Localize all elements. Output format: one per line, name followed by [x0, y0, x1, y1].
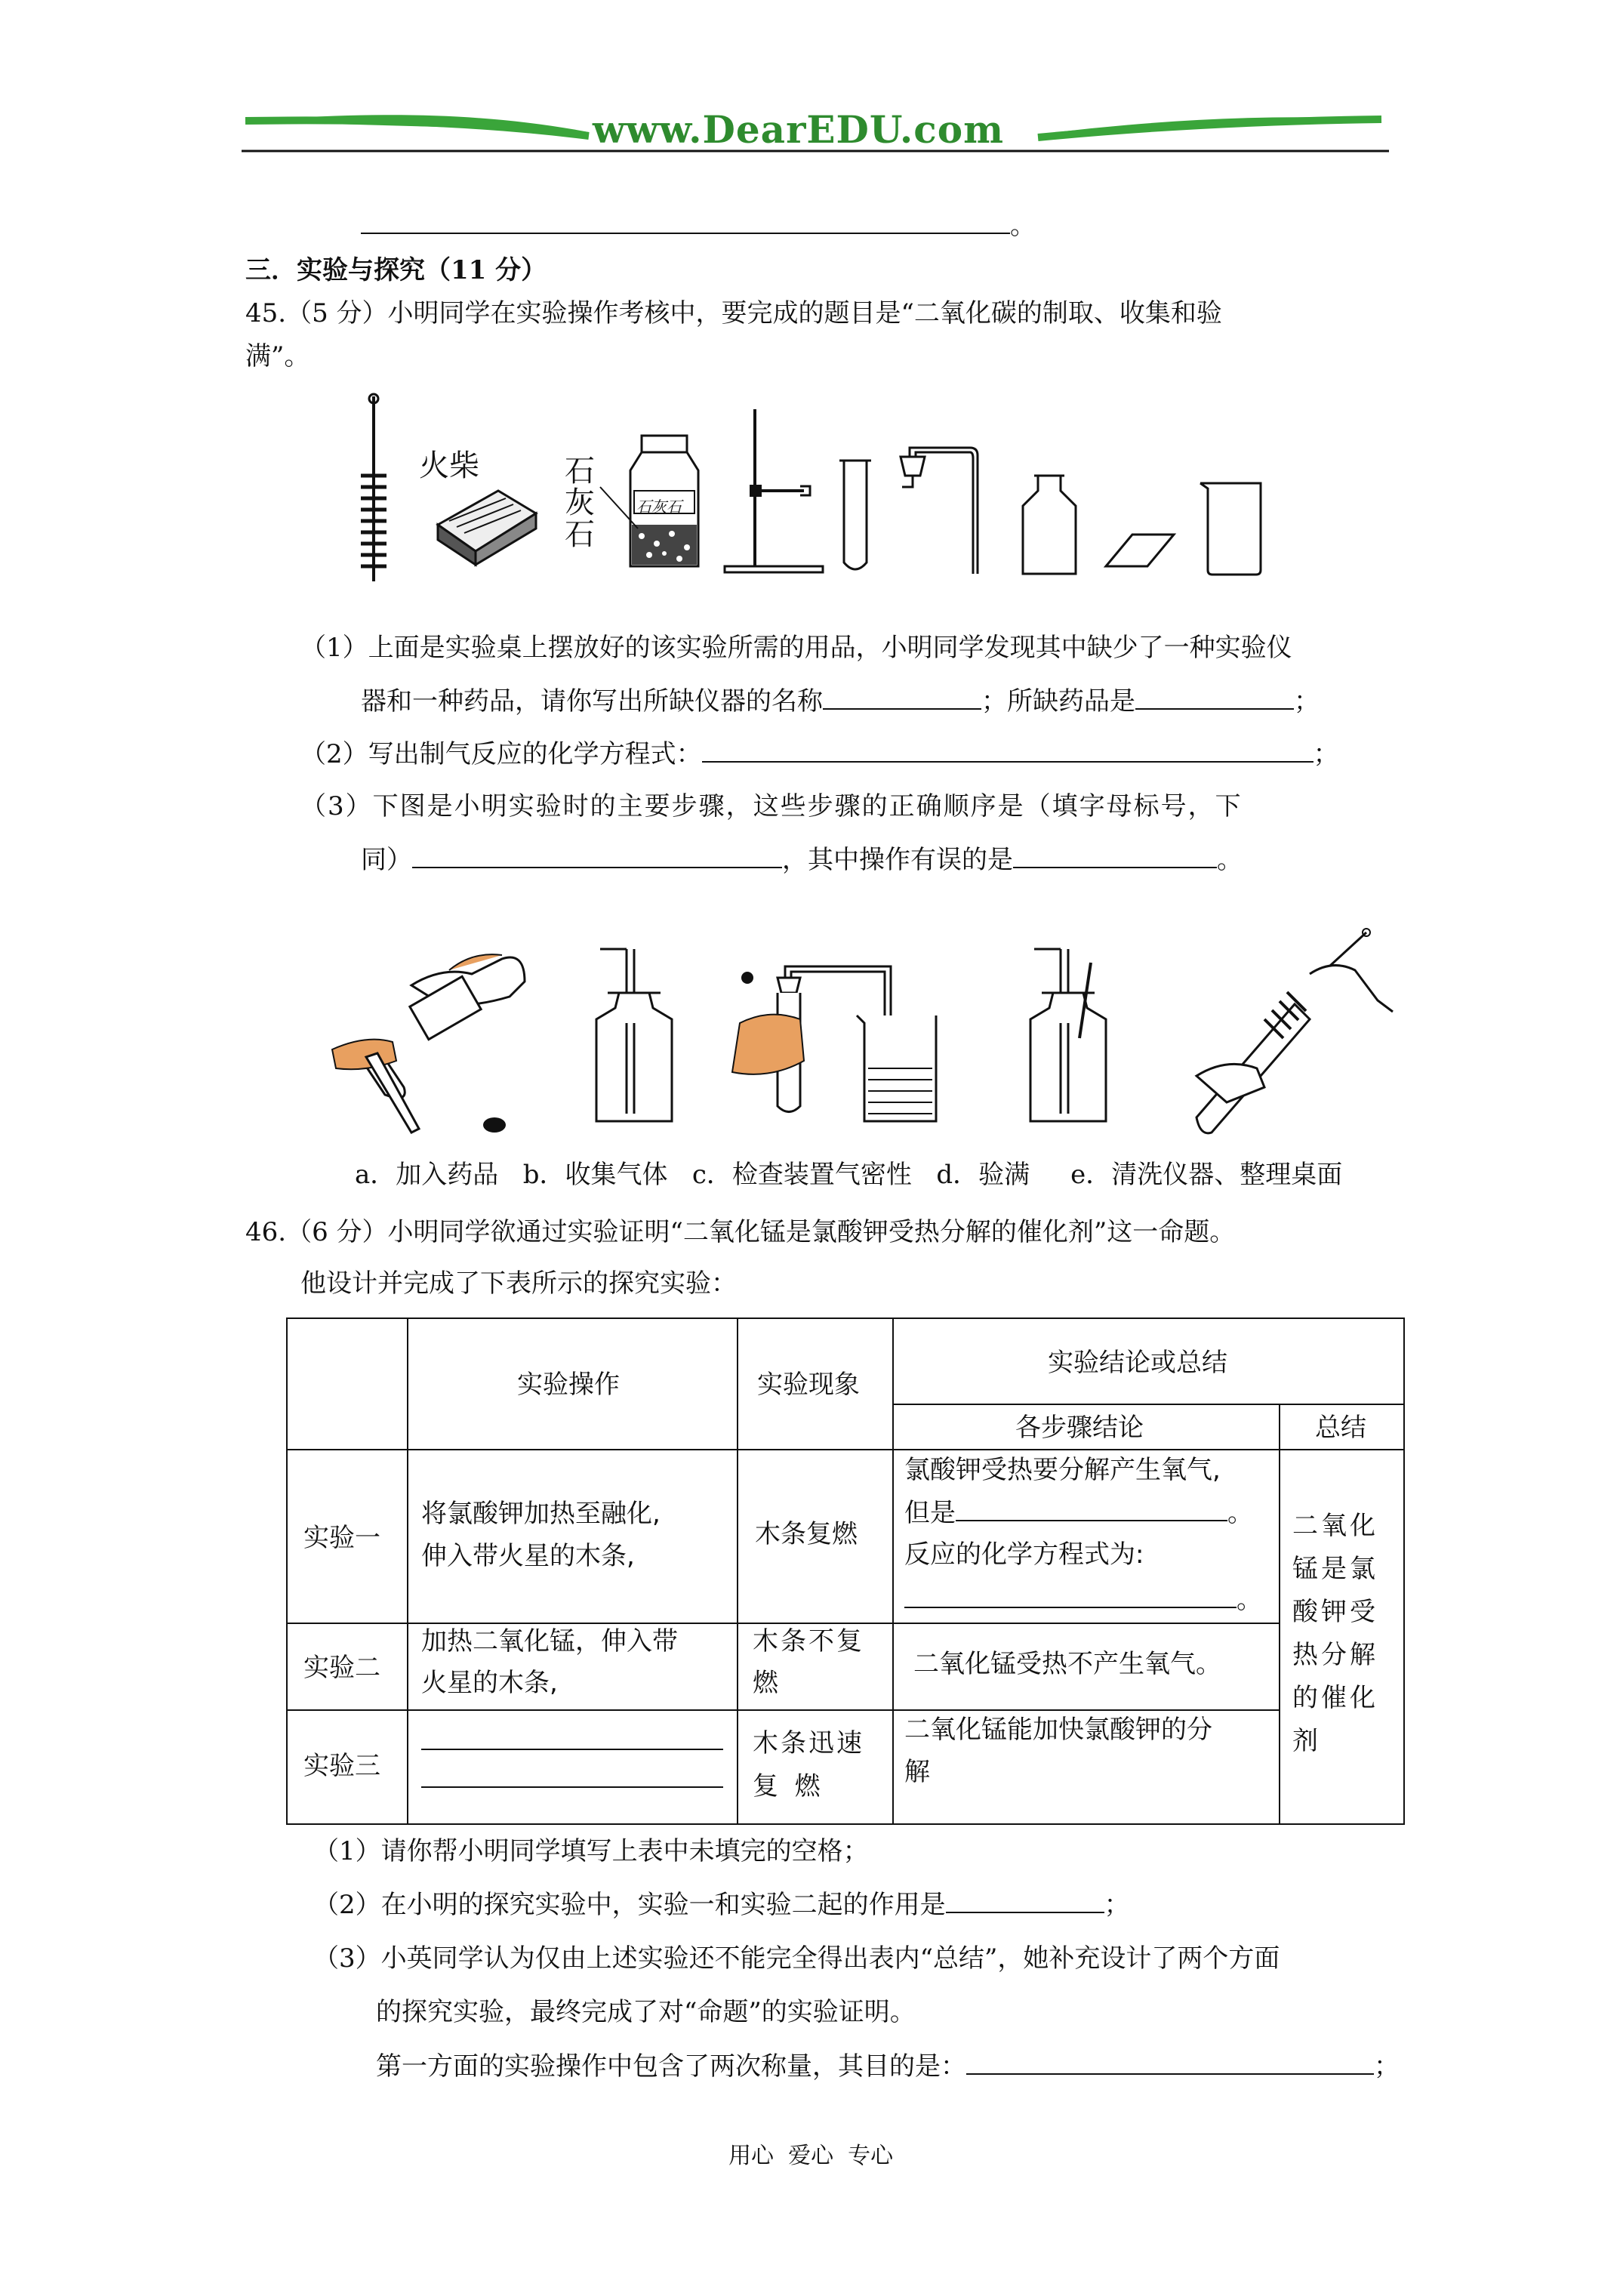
- header-operation: 实验操作: [517, 1370, 620, 1400]
- row1-op-line2: 伸入带火星的木条,: [421, 1541, 635, 1571]
- q46-part3-line2: 的探究实验，最终完成了对“命题”的实验证明。: [376, 1997, 916, 2027]
- q45-stem-line1: 45.（5 分）小明同学在实验操作考核中，要完成的题目是“二氧化碳的制取、收集和验: [245, 298, 1222, 328]
- row2-op-line2: 火星的木条,: [421, 1668, 558, 1698]
- q46-part3-line3: 第一方面的实验操作中包含了两次称量，其目的是： ；: [376, 2051, 1400, 2082]
- summary-line6: 剂: [1292, 1726, 1318, 1756]
- jar-label: 石灰石: [636, 498, 682, 516]
- row1-op-line1: 将氯酸钾加热至融化,: [421, 1499, 661, 1529]
- summary-line4: 热分解: [1292, 1640, 1378, 1670]
- section-title: 三．实验与探究（11 分）: [245, 255, 547, 285]
- row2-conclusion: 二氧化锰受热不产生氧气。: [913, 1649, 1221, 1679]
- row3-phenomenon-line2: 复 燃: [753, 1771, 821, 1801]
- summary-line1: 二氧化: [1292, 1511, 1378, 1541]
- limestone-label-3: 石: [565, 517, 595, 552]
- row2-op-line1: 加热二氧化锰，伸入带: [421, 1626, 678, 1657]
- summary-line5: 的催化: [1292, 1683, 1378, 1713]
- row1-but-blank[interactable]: [956, 1499, 1227, 1521]
- header-summary: 总结: [1315, 1413, 1366, 1443]
- row1-conclusion-line4: 。: [904, 1578, 1262, 1622]
- row2-phenomenon-line2: 燃: [753, 1668, 778, 1698]
- row3-name: 实验三: [303, 1751, 380, 1781]
- q46-stem-line2: 他设计并完成了下表所示的探究实验：: [300, 1268, 737, 1299]
- row1-phenomenon: 木条复燃: [755, 1519, 858, 1549]
- row2-name: 实验二: [303, 1653, 380, 1683]
- matches-label: 火柴: [419, 448, 479, 483]
- limestone-label-1: 石: [565, 454, 595, 488]
- site-name: www.DearEDU.com: [593, 107, 1005, 152]
- summary-line2: 锰是氯: [1292, 1554, 1378, 1584]
- q45-part1-line2: 器和一种药品，请你写出所缺仪器的名称 ；所缺药品是 ；: [361, 686, 1320, 717]
- row3-phenomenon-line1: 木条迅速: [753, 1728, 864, 1758]
- answer-line-top: 。: [361, 210, 1036, 241]
- q45-steps-legend: a．加入药品 b．收集气体 c．检查装置气密性 d．验满 e．清洗仪器、整理桌面: [355, 1160, 1343, 1190]
- summary-line3: 酸钾受: [1292, 1597, 1378, 1627]
- row1-name: 实验一: [303, 1523, 380, 1553]
- row1-equation-blank[interactable]: [904, 1586, 1236, 1608]
- weighing-purpose-blank[interactable]: [966, 2051, 1374, 2075]
- q46-part3-line1: （3）小英同学认为仅由上述实验还不能完全得出表内“总结”，她补充设计了两个方面: [313, 1943, 1280, 1974]
- header-step-conclusion: 各步骤结论: [1015, 1413, 1144, 1443]
- row3-op-blank-1[interactable]: [421, 1727, 723, 1750]
- footer-motto: 用心 爱心 专心: [728, 2143, 894, 2169]
- q45-part1-line1: （1）上面是实验桌上摆放好的该实验所需的用品，小明同学发现其中缺少了一种实验仪: [300, 633, 1292, 663]
- row1-conclusion-line3: 反应的化学方程式为:: [904, 1539, 1144, 1570]
- row3-conclusion-line2: 解: [904, 1757, 930, 1787]
- q45-part3-line1: （3）下图是小明实验时的主要步骤，这些步骤的正确顺序是（填字母标号，下: [300, 791, 1243, 821]
- row1-conclusion-line2: 但是 。: [904, 1498, 1253, 1528]
- role-blank[interactable]: [946, 1889, 1104, 1913]
- limestone-label-2: 灰: [565, 485, 595, 520]
- row3-conclusion-line1: 二氧化锰能加快氯酸钾的分: [904, 1715, 1212, 1745]
- header-conclusion: 实验结论或总结: [1048, 1348, 1227, 1378]
- row2-phenomenon-line1: 木条不复: [753, 1626, 864, 1657]
- q46-part1: （1）请你帮小明同学填写上表中未填完的空格；: [313, 1836, 869, 1866]
- q45-part2: （2）写出制气反应的化学方程式： ；: [300, 739, 1339, 769]
- row3-op-blanks-2: [421, 1758, 723, 1801]
- q45-stem-line2: 满”。: [245, 341, 310, 371]
- header-phenomenon: 实验现象: [757, 1370, 860, 1400]
- row1-conclusion-line1: 氯酸钾受热要分解产生氧气,: [904, 1455, 1221, 1485]
- row3-op-blank-2[interactable]: [421, 1765, 723, 1788]
- q45-part3-line2: 同） ，其中操作有误的是 。: [361, 845, 1243, 875]
- q46-stem-line1: 46.（6 分）小明同学欲通过实验证明“二氧化锰是氯酸钾受热分解的催化剂”这一命题。: [245, 1217, 1236, 1247]
- q46-part2: （2）在小明的探究实验中，实验一和实验二起的作用是 ；: [313, 1890, 1130, 1920]
